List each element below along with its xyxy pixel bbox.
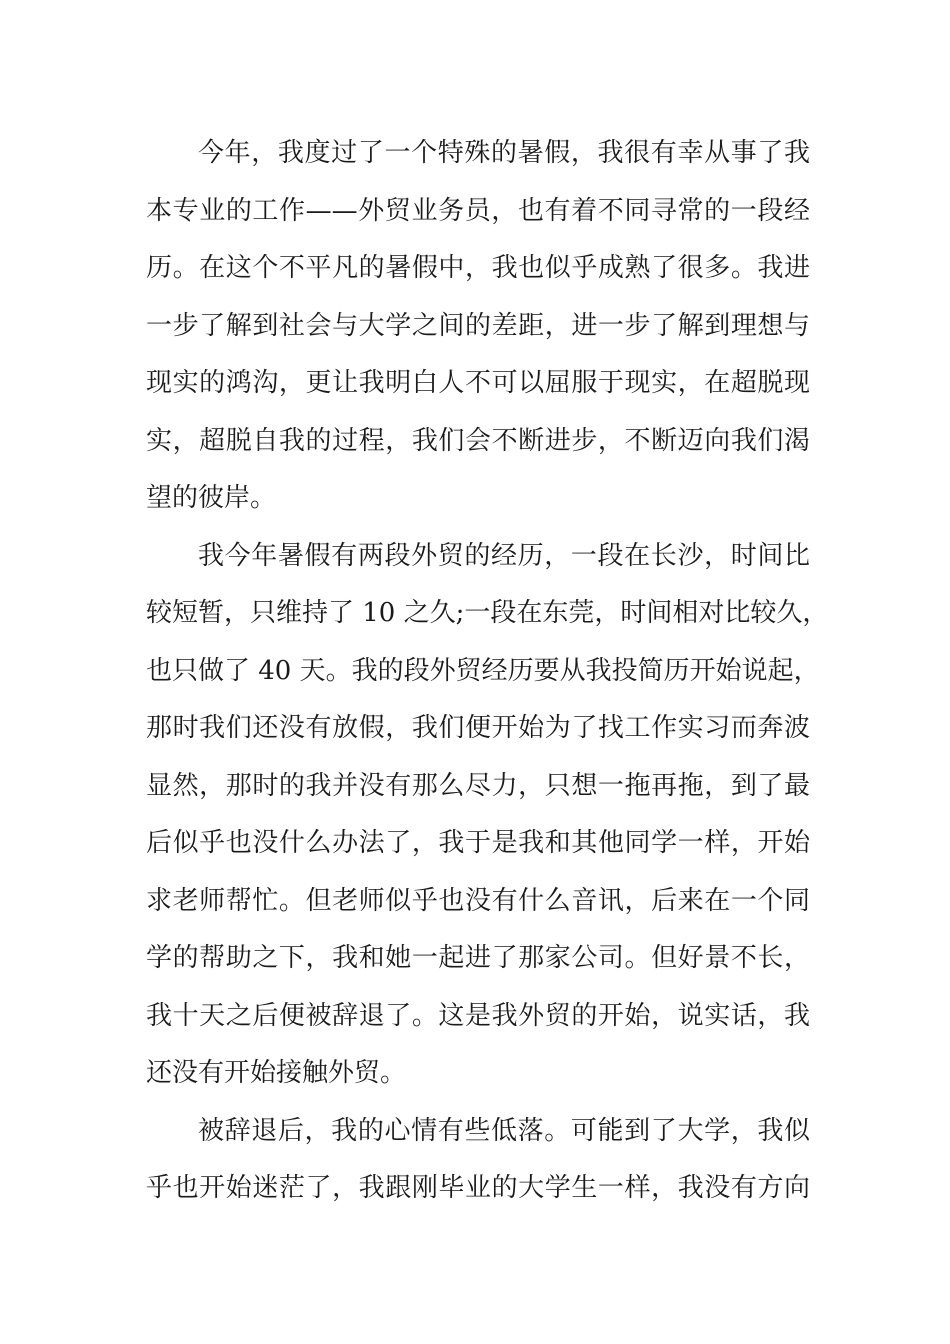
paragraph-line: 实，超脱自我的过程，我们会不断进步，不断迈向我们渴 bbox=[146, 425, 810, 456]
paragraph-line: 历。在这个不平凡的暑假中，我也似乎成熟了很多。我进 bbox=[146, 253, 810, 283]
paragraph-line: 较短暂，只维持了 10 之久;一段在东莞，时间相对比较久， bbox=[146, 598, 829, 628]
document-body bbox=[146, 125, 829, 1218]
paragraph-line: 今年，我度过了一个特殊的暑假，我很有幸从事了我 bbox=[198, 138, 810, 168]
paragraph-line: 我今年暑假有两段外贸的经历，一段在长沙，时间比 bbox=[198, 540, 810, 571]
paragraph-line: 学的帮助之下，我和她一起进了那家公司。但好景不长， bbox=[146, 943, 810, 973]
paragraph-line: 被辞退后，我的心情有些低落。可能到了大学，我似 bbox=[198, 1115, 810, 1146]
paragraph-line: 本专业的工作——外贸业务员，也有着不同寻常的一段经 bbox=[146, 195, 810, 226]
paragraph-line: 一步了解到社会与大学之间的差距，进一步了解到理想与 bbox=[146, 310, 810, 341]
paragraph-1 bbox=[146, 125, 810, 528]
paragraph-2 bbox=[146, 528, 829, 1103]
paragraph-line: 也只做了 40 天。我的段外贸经历要从我投简历开始说起， bbox=[146, 655, 820, 686]
paragraph-line: 后似乎也没什么办法了，我于是我和其他同学一样，开始 bbox=[146, 828, 810, 858]
paragraph-line: 求老师帮忙。但老师似乎也没有什么音讯，后来在一个同 bbox=[146, 885, 810, 916]
paragraph-line: 那时我们还没有放假，我们便开始为了找工作实习而奔波 bbox=[146, 713, 810, 743]
paragraph-line: 望的彼岸。 bbox=[146, 483, 277, 513]
paragraph-line: 乎也开始迷茫了，我跟刚毕业的大学生一样，我没有方向 bbox=[146, 1173, 810, 1203]
paragraph-line: 还没有开始接触外贸。 bbox=[146, 1058, 407, 1088]
paragraph-line: 现实的鸿沟，更让我明白人不可以屈服于现实，在超脱现 bbox=[146, 368, 810, 398]
paragraph-line: 我十天之后便被辞退了。这是我外贸的开始，说实话，我 bbox=[146, 1000, 810, 1031]
paragraph-line: 显然，那时的我并没有那么尽力，只想一拖再拖，到了最 bbox=[146, 770, 810, 801]
paragraph-3 bbox=[146, 1103, 810, 1218]
